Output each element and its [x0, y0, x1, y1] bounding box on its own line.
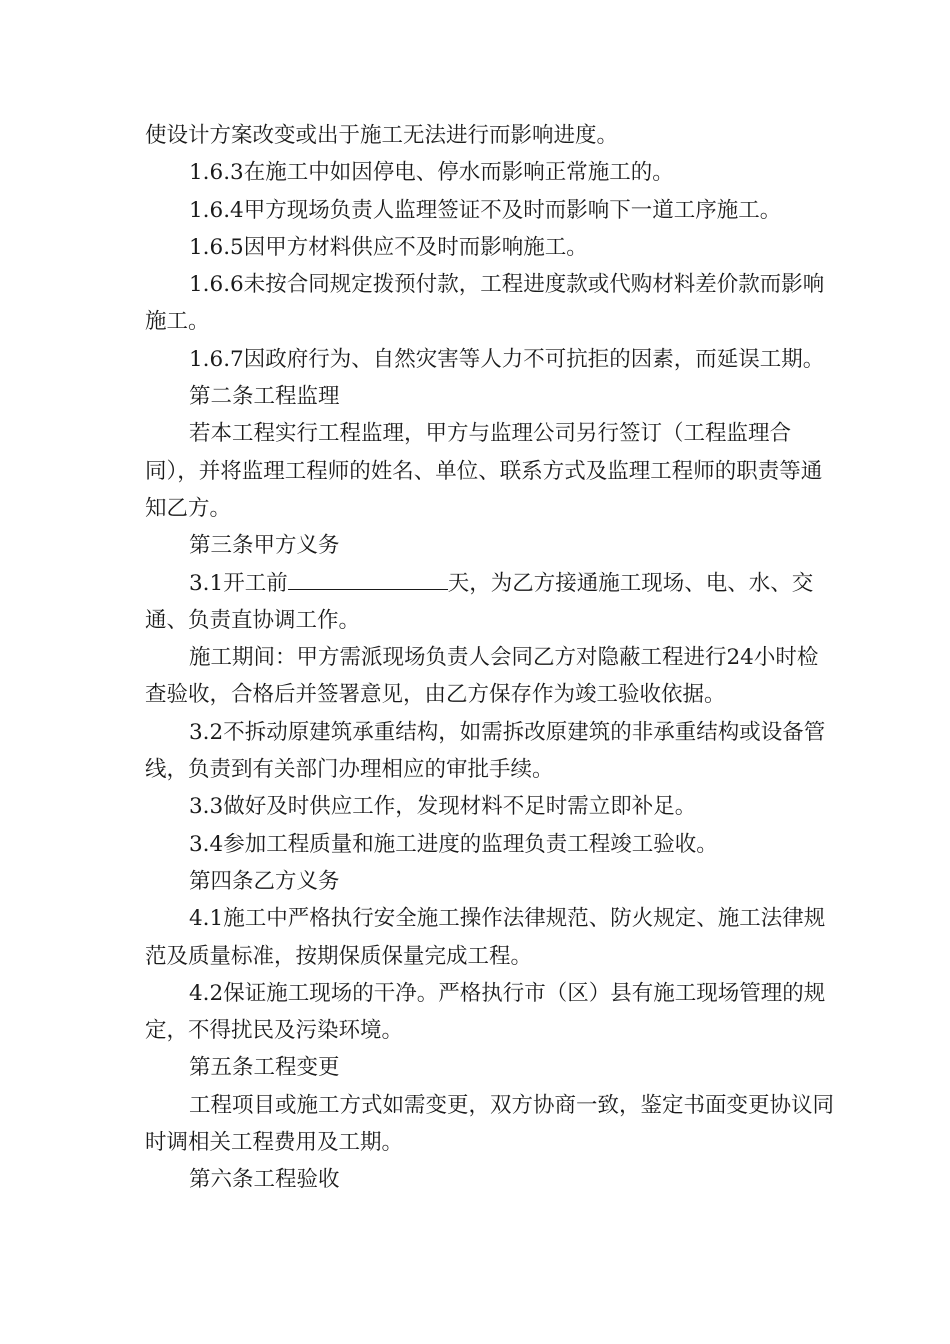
section-heading: 第四条乙方义务: [189, 868, 340, 894]
paragraph: 4.2保证施工现场的干净。严格执行市（区）县有施工现场管理的规定，不得扰民及污染环境。: [145, 980, 826, 1044]
fill-in-blank: [288, 571, 448, 590]
paragraph: 工程项目或施工方式如需变更，双方协商一致，鉴定书面变更协议同时调相关工程费用及工期。: [145, 1092, 835, 1156]
paragraph: 施工期间：甲方需派现场负责人会同乙方对隐蔽工程进行24小时检查验收，合格后并签署意见，由乙方保存作为竣工验收依据。: [145, 645, 819, 708]
section-heading: 第二条工程监理: [189, 384, 340, 410]
paragraph-with-blank: [145, 565, 835, 640]
paragraph: 1.6.7因政府行为、自然灾害等人力不可抗拒的因素，而延误工期。: [189, 346, 825, 372]
paragraph: 若本工程实行工程监理，甲方与监理公司另行签订（工程监理合同），并将监理工程师的姓名、单位、联系方式及监理工程师的职责等通知乙方。: [145, 421, 823, 521]
document-body: [145, 117, 835, 1199]
section-heading: 第五条工程变更: [189, 1055, 340, 1081]
paragraph: 3.3做好及时供应工作，发现材料不足时需立即补足。: [189, 794, 697, 820]
paragraph: 3.4参加工程质量和施工进度的监理负责工程竣工验收。: [189, 831, 718, 857]
paragraph: 1.6.6未按合同规定拨预付款，工程进度款或代购材料差价款而影响施工。: [145, 272, 825, 335]
paragraph: 1.6.5因甲方材料供应不及时而影响施工。: [189, 234, 588, 260]
paragraph: 使设计方案改变或出于施工无法进行而影响进度。: [145, 123, 619, 148]
paragraph: 1.6.3在施工中如因停电、停水而影响正常施工的。: [189, 160, 674, 186]
paragraph: 1.6.4甲方现场负责人监理签证不及时而影响下一道工序施工。: [189, 197, 782, 223]
paragraph: 4.1施工中严格执行安全施工操作法律规范、防火规定、施工法律规范及质量标准，按期保质保量完成工程。: [145, 906, 826, 969]
paragraph-end: 天，为乙方接通施工现场、电、水、交通、负责直协调工作。: [145, 570, 814, 633]
paragraph-start: 3.1开工前: [189, 570, 288, 596]
section-heading: 第三条甲方义务: [189, 533, 340, 559]
paragraph: 3.2不拆动原建筑承重结构，如需拆改原建筑的非承重结构或设备管线，负责到有关部门办理相应的审批手续。: [145, 719, 826, 783]
section-heading: 第六条工程验收: [189, 1167, 340, 1193]
